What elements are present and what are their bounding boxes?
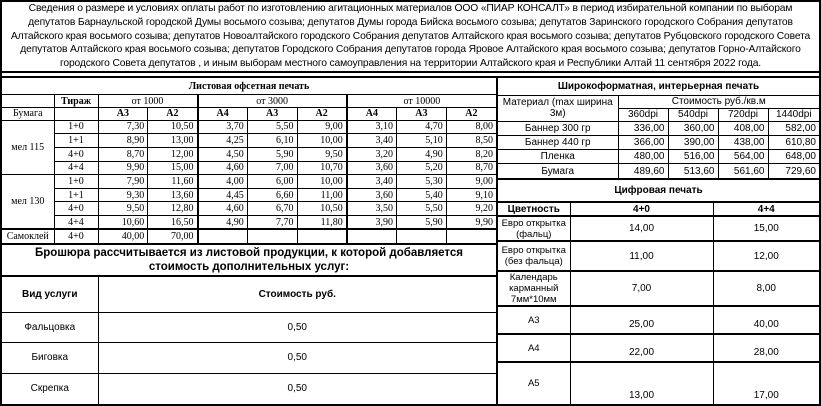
table-row [498,202,819,216]
paper-header: Бумага [2,107,54,120]
price-cell: 9,90 [446,216,496,230]
price-cell: 4,50 [198,147,248,161]
price-cell: 9,00 [446,175,496,189]
col-4plus0-header: 4+0 [570,202,713,216]
price-cell [347,229,397,243]
table-row [2,229,496,243]
price-cell: 5,30 [397,175,447,189]
offset-print-table [2,78,496,243]
intro-text: Сведения о размере и условиях оплаты работ по изготовлению агитационных материалов ООО «ПИАР КОНСАЛТ» в период избирательной компании по выборам депутатов Барнаульской городской Думы восьмого созыва; депутатов Думы города Бийска восьмого созыва; депутатов Заринского городского Собрания депутатов Алтайского края восьмого созыва; депутатов Новоалтайского городского Собрания депутатов Алтайского края восьмого созыва; депутатов Рубцовского городского Совета депутатов Алтайского края восьмого созыва; депутатов Городского Собрания депутатов города Яровое Алтайского края восьмого созыва; депутатов Горно-Алтайского городского Совета депутатов , и иным выборам местного самоуправления на территории Алтайского края и Республики Алтай 11 сентября 2022 года. [10,3,811,70]
price-cell: 6,10 [247,134,297,148]
price-cell: 408,00 [718,121,768,135]
table-row [2,161,496,175]
price-cell: 3,60 [347,161,397,175]
table-row [498,164,819,178]
run-cell: 4+0 [54,147,98,161]
price-cell: 729,60 [768,164,819,178]
table-row [2,277,496,312]
service-header: Вид услуги [2,277,98,312]
price-cell: 28,00 [713,334,819,362]
price-cell: 11,80 [297,216,347,230]
price-cell: 9,10 [446,188,496,202]
price-cell: 4,90 [397,147,447,161]
right-column [498,78,819,404]
price-cell: 8,00 [713,271,819,306]
table-row [2,147,496,161]
price-cell: 7,00 [247,161,297,175]
group-header: от 10000 [347,95,496,108]
price-cell: 15,00 [148,161,198,175]
price-cell: 5,20 [397,161,447,175]
price-cell: 13,00 [148,134,198,148]
col-4plus4-header: 4+4 [713,202,819,216]
run-cell: 4+4 [54,161,98,175]
table-row [2,120,496,134]
color-header: Цветность [498,202,570,216]
format-header: А3 [397,107,447,120]
price-cell [397,229,447,243]
run-cell: 1+0 [54,175,98,189]
table-row [2,175,496,189]
table-row [2,343,496,374]
price-cell: 360,00 [668,121,718,135]
price-cell: 582,00 [768,121,819,135]
service-name: Биговка [2,343,98,374]
material-name: Бумага [498,164,618,178]
price-cell: 9,50 [98,202,148,216]
table-row [498,334,819,362]
price-cell: 3,40 [347,134,397,148]
price-cell: 11,00 [570,241,713,271]
price-cell: 561,60 [718,164,768,178]
empty-cell [2,95,54,108]
cost-header: Стоимость руб./кв.м [618,95,819,108]
price-cell: 6,60 [247,188,297,202]
run-cell: 4+4 [54,216,98,230]
price-cell: 5,10 [397,134,447,148]
dpi-header: 540dpi [668,108,718,121]
price-cell: 7,70 [247,216,297,230]
table-row [498,150,819,164]
brochure-note: Брошюра рассчитывается из листовой продукции, к которой добавляется стоимость дополнительных услуг: [35,246,463,273]
price-cell [446,229,496,243]
run-cell: 1+1 [54,134,98,148]
price-cell: 14,00 [570,216,713,241]
price-cell: 610,80 [768,136,819,150]
left-column [2,78,498,404]
price-cell: 25,00 [570,306,713,334]
table-row [2,312,496,343]
format-header: А3 [98,107,148,120]
run-cell: 1+1 [54,188,98,202]
table-row [2,202,496,216]
price-cell: 40,00 [98,229,148,243]
price-cell: 648,00 [768,150,819,164]
price-cell: 6,00 [247,175,297,189]
table-row [498,271,819,306]
paper-label: мел 115 [2,120,54,175]
price-cell: 3,10 [347,120,397,134]
format-header: А4 [347,107,397,120]
price-cell: 9,30 [98,188,148,202]
price-cell: 5,50 [397,202,447,216]
price-cell: 3,90 [347,216,397,230]
price-cell: 7,00 [570,271,713,306]
table-row [498,306,819,334]
price-header: Стоимость руб. [98,277,496,312]
price-cell: 12,00 [713,241,819,271]
price-cell: 8,50 [446,134,496,148]
run-header: Тираж [54,95,98,108]
table-row [498,136,819,150]
price-cell: 13,00 [570,362,713,404]
price-cell: 8,00 [446,120,496,134]
price-cell [198,229,248,243]
content-area [2,76,819,404]
table-row [2,134,496,148]
group-header: от 1000 [98,95,198,108]
service-price: 0,50 [98,312,496,343]
table-row [498,121,819,135]
price-cell: 8,70 [98,147,148,161]
service-name: Скрепка [2,373,98,404]
service-name: Фальцовка [2,312,98,343]
price-cell: 9,50 [297,147,347,161]
price-cell [247,229,297,243]
price-cell: 3,40 [347,175,397,189]
price-cell: 4,60 [198,161,248,175]
run-cell: 4+0 [54,202,98,216]
price-cell: 16,50 [148,216,198,230]
price-cell: 12,00 [148,147,198,161]
intro-block [2,2,819,73]
run-cell: 1+0 [54,120,98,134]
paper-label: Самоклей [2,229,54,243]
price-cell: 390,00 [668,136,718,150]
price-cell: 40,00 [713,306,819,334]
price-cell: 9,90 [98,161,148,175]
price-cell [297,229,347,243]
wide-format-table [498,78,819,178]
service-price: 0,50 [98,343,496,374]
price-cell: 13,60 [148,188,198,202]
services-table [2,277,496,404]
price-cell: 10,50 [148,120,198,134]
empty-cell [54,107,98,120]
product-name: Евро открытка (без фальца) [498,241,570,271]
price-cell: 438,00 [718,136,768,150]
format-header: А3 [247,107,297,120]
price-cell: 17,00 [713,362,819,404]
price-cell: 12,80 [148,202,198,216]
product-name: А5 [498,362,570,404]
product-name: А4 [498,334,570,362]
price-cell: 4,00 [198,175,248,189]
run-cell: 4+0 [54,229,98,243]
price-cell: 5,90 [247,147,297,161]
price-cell: 3,50 [347,202,397,216]
price-cell: 4,60 [198,202,248,216]
dpi-header: 720dpi [718,108,768,121]
service-price: 0,50 [98,373,496,404]
material-name: Баннер 440 гр [498,136,618,150]
product-name: Евро открытка (фальц) [498,216,570,241]
price-cell: 366,00 [618,136,668,150]
price-cell: 4,90 [198,216,248,230]
table-row [2,188,496,202]
table-row [498,216,819,241]
price-cell: 5,90 [397,216,447,230]
price-cell: 516,00 [668,150,718,164]
price-cell: 22,00 [570,334,713,362]
price-cell: 11,00 [297,188,347,202]
price-cell: 10,00 [297,134,347,148]
format-header: А2 [446,107,496,120]
price-cell: 70,00 [148,229,198,243]
price-cell: 336,00 [618,121,668,135]
wide-table-title: Широкоформатная, интерьерная печать [498,78,819,95]
table-row [498,241,819,271]
price-cell: 4,70 [397,120,447,134]
table-row [2,216,496,230]
price-cell: 10,00 [297,175,347,189]
price-cell: 10,70 [297,161,347,175]
digital-print-table [498,180,819,404]
price-cell: 5,40 [397,188,447,202]
price-cell: 564,00 [718,150,768,164]
material-name: Баннер 300 гр [498,121,618,135]
digital-table-title: Цифровая печать [498,180,819,202]
price-cell: 513,60 [668,164,718,178]
price-cell: 10,60 [98,216,148,230]
brochure-note-block [2,245,496,275]
price-cell: 4,25 [198,134,248,148]
group-header: от 3000 [198,95,347,108]
dpi-header: 360dpi [618,108,668,121]
format-header: А2 [148,107,198,120]
price-cell: 9,20 [446,202,496,216]
paper-label: мел 130 [2,175,54,230]
price-cell: 8,20 [446,147,496,161]
price-cell: 3,60 [347,188,397,202]
material-header: Материал (max ширина 3м) [498,95,618,121]
price-cell: 11,60 [148,175,198,189]
dpi-header: 1440dpi [768,108,819,121]
price-cell: 9,00 [297,120,347,134]
offset-table-title: Листовая офсетная печать [2,78,496,95]
price-cell: 480,00 [618,150,668,164]
price-cell: 8,90 [98,134,148,148]
price-cell: 10,50 [297,202,347,216]
price-cell: 15,00 [713,216,819,241]
table-row [2,373,496,404]
product-name: А3 [498,306,570,334]
price-cell: 7,30 [98,120,148,134]
material-name: Пленка [498,150,618,164]
price-cell: 3,70 [198,120,248,134]
price-cell: 4,45 [198,188,248,202]
price-cell: 3,20 [347,147,397,161]
format-header: А4 [198,107,248,120]
format-header: А2 [297,107,347,120]
price-cell: 489,60 [618,164,668,178]
table-row [498,362,819,404]
price-cell: 8,70 [446,161,496,175]
product-name: Календарь карманный 7мм*10мм [498,271,570,306]
price-cell: 7,90 [98,175,148,189]
price-cell: 5,50 [247,120,297,134]
price-cell: 6,70 [247,202,297,216]
